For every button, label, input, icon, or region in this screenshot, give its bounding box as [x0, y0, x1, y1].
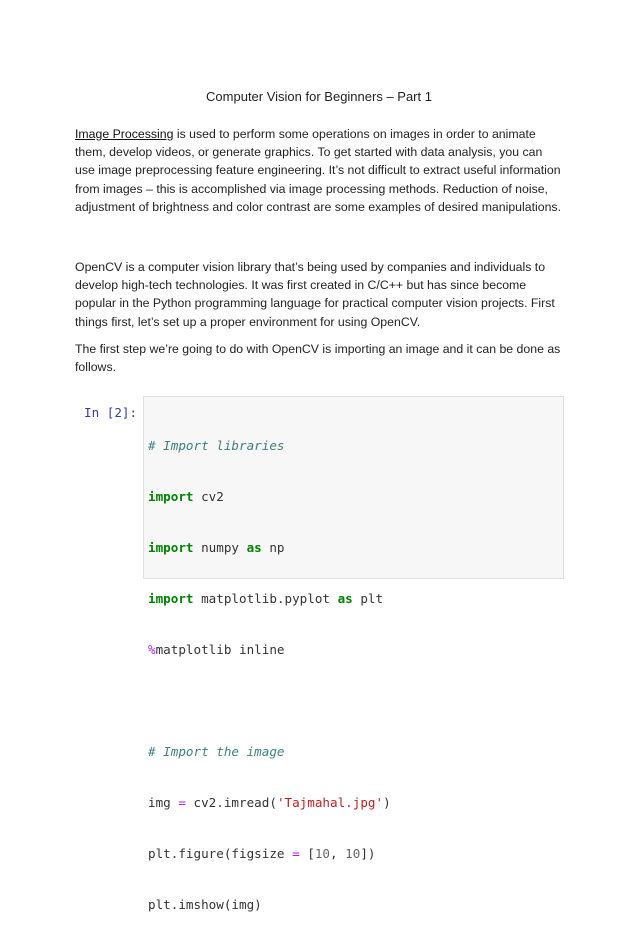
- code-number: 10: [345, 846, 361, 861]
- code-text: img: [148, 795, 179, 810]
- code-keyword: import: [148, 489, 194, 504]
- paragraph-image-processing: [75, 125, 563, 216]
- code-keyword: as: [246, 540, 262, 555]
- paragraph-1-text: is used to perform some operations on images in order to animate them, develop videos, or generate graphics. To get started with data analysis, you can use image preprocessing feature engineering. It’s not difficult to extract useful information from images – this is accomplished via image processing methods. Reduction of noise, adjustment of brightness and color contrast are some examples of desired manipulations.: [75, 127, 561, 214]
- code-text: cv2.imread(: [185, 795, 277, 810]
- cell-prompt: In [2]:: [84, 405, 138, 420]
- page-title: Computer Vision for Beginners – Part 1: [206, 89, 432, 104]
- paragraph-first-step: The first step we’re going to do with OpenCV is importing an image and it can be done as follows.: [75, 342, 561, 375]
- paragraph-opencv: OpenCV is a computer vision library that’s being used by companies and individuals to develop high-tech technologies. It was first created in C/C++ but has since become popular in the Python programming language for practical computer vision projects. First things first, let’s set up a proper environment for using OpenCV.: [75, 260, 555, 329]
- code-text: plt.imshow(img): [148, 897, 262, 912]
- code-text: ): [383, 795, 391, 810]
- code-number: 10: [314, 846, 330, 861]
- code-line-blank: [148, 692, 391, 709]
- image-processing-link[interactable]: Image Processing: [75, 127, 174, 141]
- code-line: [148, 743, 391, 760]
- code-text: [: [299, 846, 315, 861]
- code-magic-percent: %: [148, 642, 156, 657]
- code-text: matplotlib inline: [155, 642, 285, 657]
- code-line: [148, 896, 391, 913]
- code-line: [148, 488, 391, 505]
- code-line: [148, 845, 391, 862]
- code-text: plt.figure(figsize: [148, 846, 293, 861]
- code-text: matplotlib.pyplot: [193, 591, 338, 606]
- notebook-code-cell: [78, 396, 565, 912]
- code-line: [148, 437, 391, 454]
- code-text: numpy: [193, 540, 247, 555]
- code-block: [148, 403, 391, 947]
- code-text: cv2: [193, 489, 224, 504]
- code-keyword: as: [337, 591, 353, 606]
- code-input-area[interactable]: [143, 396, 564, 912]
- code-text: ,: [330, 846, 346, 861]
- code-line: [148, 641, 391, 658]
- code-text: ]): [360, 846, 376, 861]
- code-operator: =: [292, 846, 300, 861]
- code-keyword: import: [148, 591, 194, 606]
- code-line: [148, 539, 391, 556]
- code-line: [148, 590, 391, 607]
- code-string: 'Tajmahal.jpg': [276, 795, 384, 810]
- code-comment: # Import libraries: [148, 438, 285, 453]
- code-line: [148, 794, 391, 811]
- code-text: np: [261, 540, 285, 555]
- code-operator: =: [178, 795, 186, 810]
- code-comment: # Import the image: [148, 744, 285, 759]
- code-keyword: import: [148, 540, 194, 555]
- code-text: plt: [352, 591, 384, 606]
